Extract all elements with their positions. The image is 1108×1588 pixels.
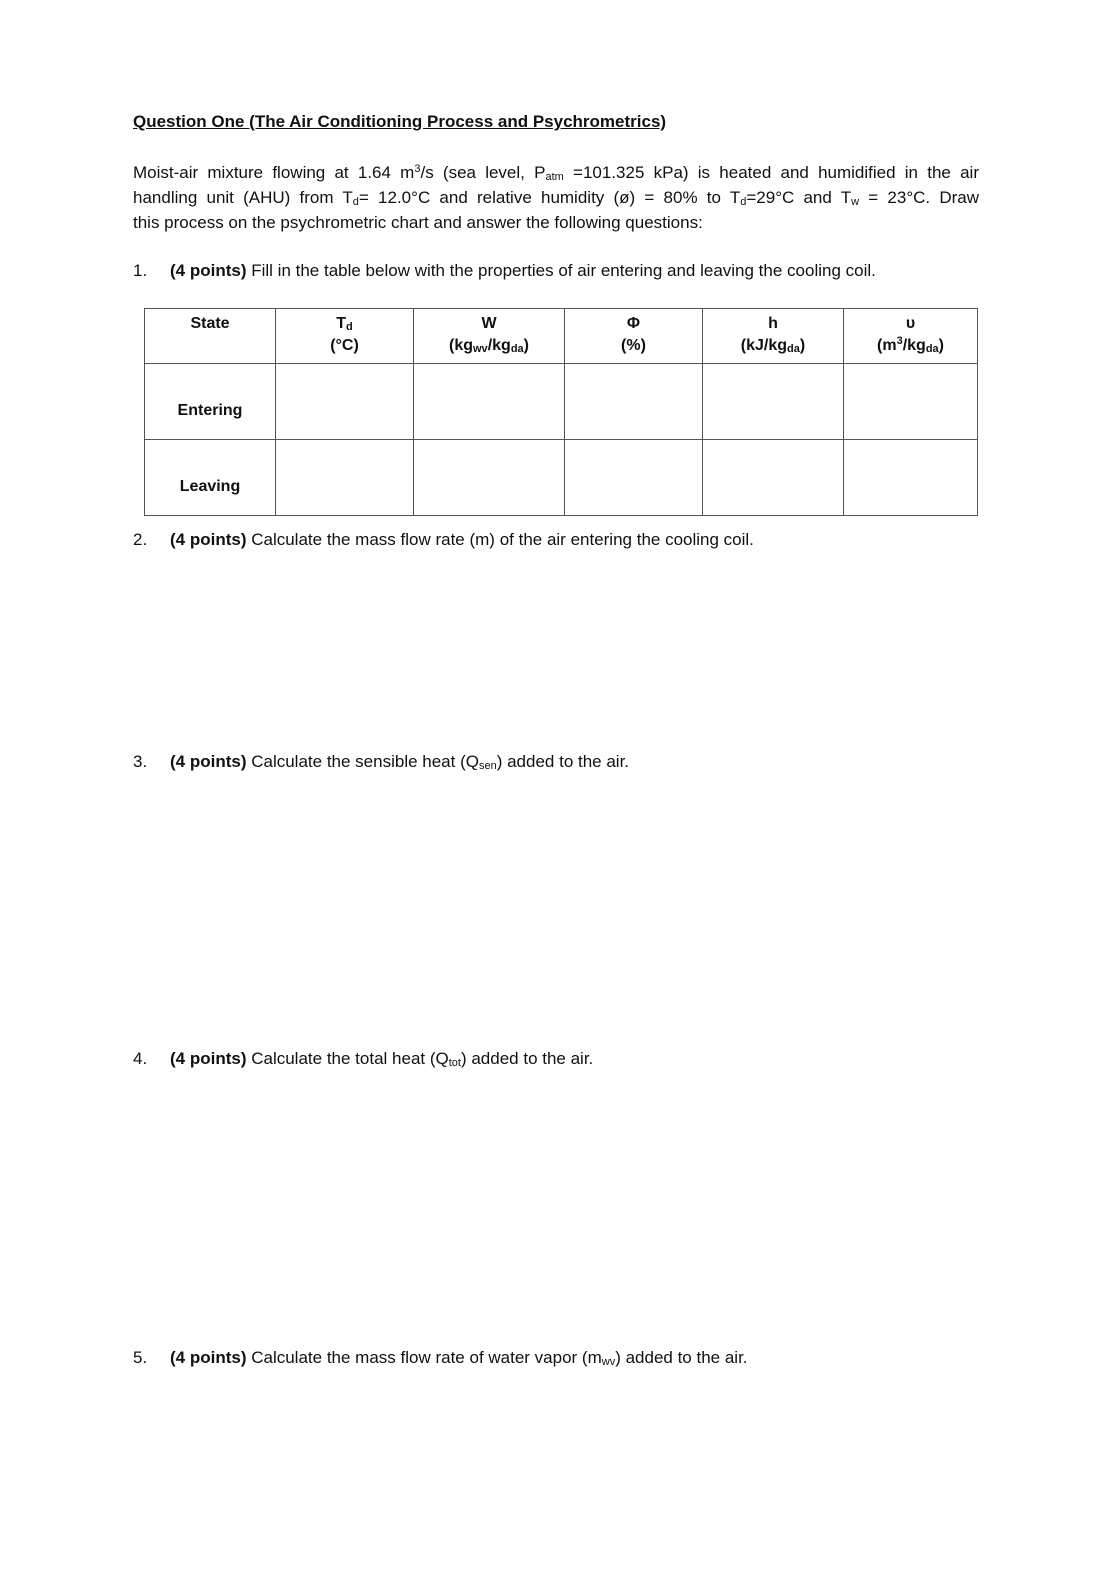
- question-number: 5.: [133, 1348, 148, 1367]
- row-label-entering: Entering: [145, 364, 276, 440]
- table-cell[interactable]: [565, 440, 703, 516]
- table-cell[interactable]: [703, 364, 844, 440]
- question-1: [133, 261, 876, 281]
- table-header-row: [145, 309, 978, 364]
- question-text: Calculate the sensible heat $(Q_{sen})$ added to the air.: [246, 752, 630, 772]
- intro-line-2: handling unit (AHU) from $T_d= 12.0^\circ C$ and relative humidity (ø) = 80% to $T_d=29^\circ C$ and $T_w = 23^\circ C$. Draw: [133, 188, 979, 208]
- question-text: Fill in the table below with the properties of air entering and leaving the cooling coil.: [246, 261, 876, 280]
- question-number: 3.: [133, 752, 148, 771]
- question-text: Calculate the mass flow rate (m) of the air entering the cooling coil.: [246, 530, 754, 549]
- question-text: Calculate the mass flow rate of water vapor $(m_{wv})$ added to the air.: [246, 1348, 748, 1368]
- question-number: 1.: [133, 261, 148, 280]
- properties-table: [144, 308, 978, 516]
- header-relative-humidity: Φ (%): [565, 309, 703, 364]
- intro-line-3: this process on the psychrometric chart and answer the following questions:: [133, 213, 703, 232]
- question-points: (4 points): [170, 1348, 247, 1367]
- table-cell[interactable]: [565, 364, 703, 440]
- header-humidity-ratio: W $(kg_{wv}/kg_{da})$: [414, 309, 565, 364]
- question-number: 4.: [133, 1049, 148, 1068]
- question-title: Question One (The Air Conditioning Process and Psychrometrics): [133, 112, 667, 131]
- question-4: [133, 1049, 593, 1069]
- question-points: (4 points): [170, 530, 247, 549]
- question-3: [133, 752, 629, 772]
- question-5: [133, 1348, 748, 1368]
- table-cell[interactable]: [703, 440, 844, 516]
- table-cell[interactable]: [276, 440, 414, 516]
- problem-statement: [133, 160, 979, 235]
- table-row: [145, 364, 978, 440]
- question-text: Calculate the total heat $(Q_{tot})$ added to the air.: [246, 1049, 594, 1069]
- header-enthalpy: h $(kJ/kg_{da})$: [703, 309, 844, 364]
- question-points: (4 points): [170, 261, 247, 280]
- table-row: [145, 440, 978, 516]
- question-number: 2.: [133, 530, 148, 549]
- question-points: (4 points): [170, 752, 247, 771]
- header-specific-volume: υ $(m^3/kg_{da})$: [844, 309, 978, 364]
- table-cell[interactable]: [844, 364, 978, 440]
- row-label-leaving: Leaving: [145, 440, 276, 516]
- question-2: [133, 530, 754, 550]
- table-cell[interactable]: [844, 440, 978, 516]
- table-cell[interactable]: [414, 440, 565, 516]
- intro-line-1: Moist-air mixture flowing at 1.64 $m^3/s$ (sea level, $P_{atm} =101.325$ kPa) is heated and humidified in the air: [133, 163, 979, 183]
- table-cell[interactable]: [414, 364, 565, 440]
- header-state: State: [145, 309, 276, 364]
- table-cell[interactable]: [276, 364, 414, 440]
- header-dry-bulb-temp: $T_d$ (°C): [276, 309, 414, 364]
- question-points: (4 points): [170, 1049, 247, 1068]
